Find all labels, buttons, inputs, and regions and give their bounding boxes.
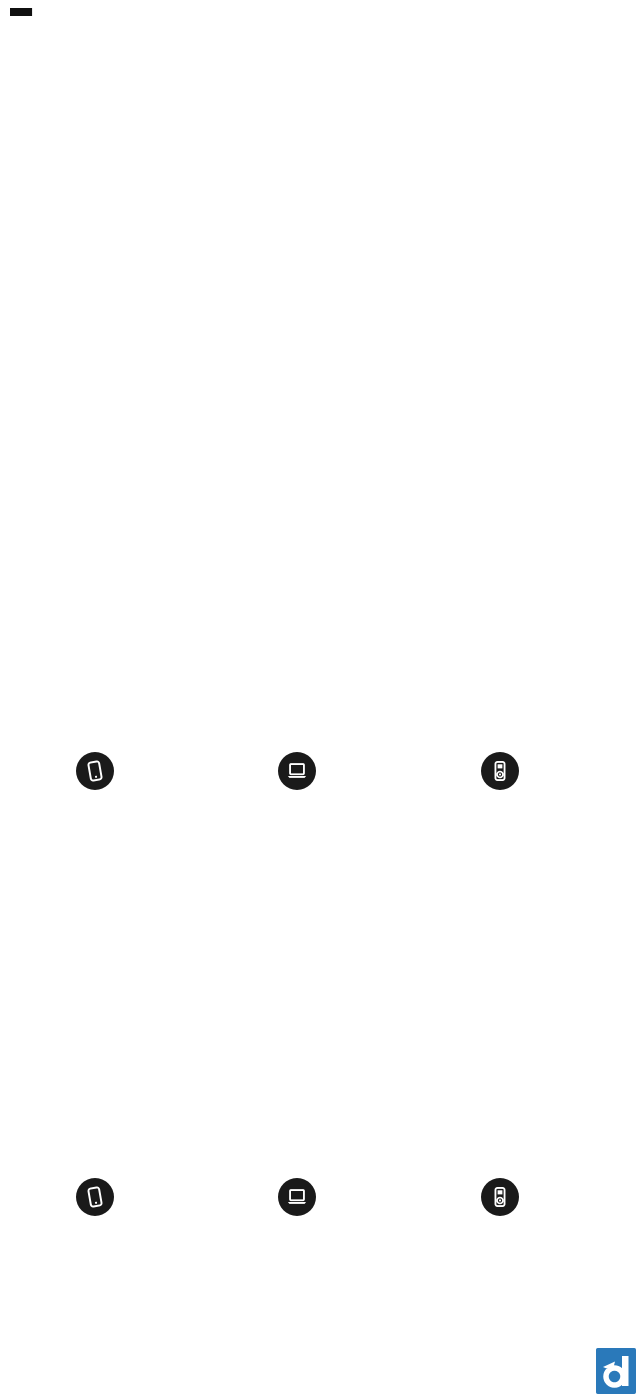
radar-chart-edad [170,10,643,380]
laptop-icon [278,752,316,790]
radar-chart-nacionalidad [213,403,423,613]
device-column-headers-edad [0,752,643,804]
device-header-phone [76,1178,121,1216]
device-header-laptop [278,752,323,790]
radar-chart-laboral [433,403,643,613]
device-column-headers-laboral [0,1178,643,1230]
device-header-laptop [278,1178,323,1216]
device-header-otros [481,752,526,790]
phone-icon [76,752,114,790]
ipod-icon [481,752,519,790]
device-header-phone [76,752,121,790]
radar-chart-sexo [0,403,202,613]
page-title [10,8,32,16]
device-header-otros [481,1178,526,1216]
laptop-icon [278,1178,316,1216]
phone-icon [76,1178,114,1216]
eldiario-logo [596,1348,636,1394]
ipod-icon [481,1178,519,1216]
